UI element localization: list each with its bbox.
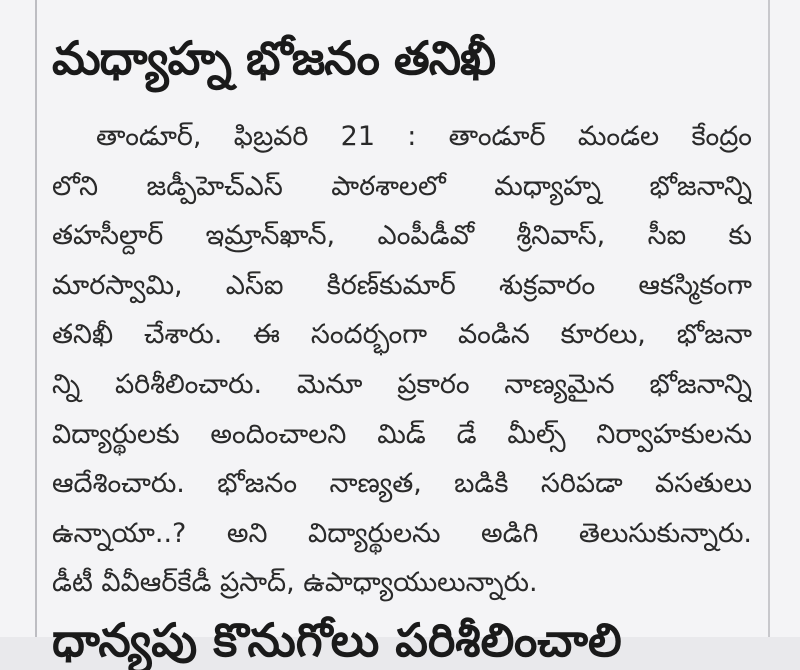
column-rule-left xyxy=(35,0,37,637)
article-headline: మధ్యాహ్న భోజనం తనిఖీ xyxy=(52,31,496,85)
article-line: ఉన్నాయా..? అని విద్యార్థులను అడిగి తెలుసుకున్నారు. xyxy=(52,517,752,549)
next-article-headline-partial: ధాన్యపు కొనుగోలు పరిశీలించాలి xyxy=(52,613,622,667)
column-rule-right xyxy=(768,0,770,637)
article-body xyxy=(52,112,752,608)
article-line: డీటీ వీవీఆర్‌కేడీ ప్రసాద్, ఉపాధ్యాయులున్నారు. xyxy=(52,567,538,599)
article-line: తనిఖీ చేశారు. ఈ సందర్భంగా వండిన కూరలు, భోజనా xyxy=(52,319,752,351)
article-line: లోని జడ్పీహెచ్ఎస్ పాఠశాలలో మధ్యాహ్న భోజనాన్ని xyxy=(52,170,752,202)
article-line: ఆదేశించారు. భోజనం నాణ్యత, బడికి సరిపడా వసతులు xyxy=(52,468,752,500)
article-line: న్ని పరిశీలించారు. మెనూ ప్రకారం నాణ్యమైన భోజనాన్ని xyxy=(52,368,752,400)
article-line: తాండూర్, ఫిబ్రవరి 21 : తాండూర్ మండల కేంద్రం xyxy=(96,121,752,152)
article-line: తహసీల్దార్ ఇమ్రాన్‌ఖాన్, ఎంపీడీవో శ్రీనివాస్, సీఐ కు xyxy=(52,220,752,252)
article-line: మారస్వామి, ఎస్ఐ కిరణ్‌కుమార్ శుక్రవారం ఆకస్మికంగా xyxy=(52,269,752,301)
article-line: విద్యార్థులకు అందించాలని మిడ్ డే మీల్స్ నిర్వాహకులను xyxy=(52,418,752,450)
